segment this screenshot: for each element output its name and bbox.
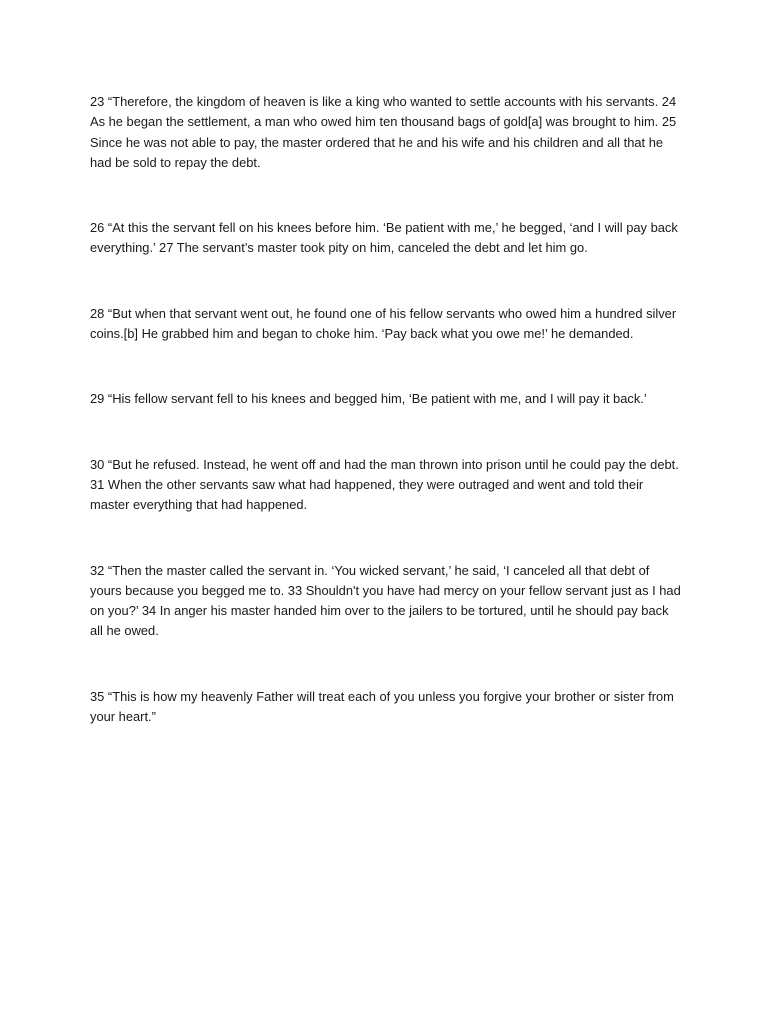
document-body	[90, 92, 682, 772]
paragraph-verses-32-34: 32 “Then the master called the servant in. ‘You wicked servant,’ he said, ‘I canceled all that debt of yours because you begged me to. 33 Shouldn't you have had mercy on your fellow servant just as I had on you?’ 34 In anger his master handed him over to the jailers to be tortured, until he should pay back all he owed.	[90, 562, 681, 639]
paragraph-verses-23-25: 23 “Therefore, the kingdom of heaven is like a king who wanted to settle accounts with his servants. 24 As he began the settlement, a man who owed him ten thousand bags of gold[a] was brought to him. 25 Since he was not able to pay, the master ordered that he and his wife and his children and all that he had be sold to repay the debt.	[90, 94, 677, 170]
paragraph-verse-28: 28 “But when that servant went out, he found one of his fellow servants who owed him a hundred silver coins.[b] He grabbed him and began to choke him. ‘Pay back what you owe me!’ he demanded.	[90, 305, 677, 342]
paragraph-verses-26-27: 26 “At this the servant fell on his knees before him. ‘Be patient with me,’ he begged, ‘and I will pay back everything.’ 27 The servant’s master took pity on him, canceled the debt and let him go.	[90, 220, 678, 256]
paragraph-verses-30-31: 30 “But he refused. Instead, he went off and had the man thrown into prison until he could pay the debt. 31 When the other servants saw what had happened, they were outraged and went and told their master everything that had happened.	[90, 456, 679, 513]
paragraph-verse-35: 35 “This is how my heavenly Father will treat each of you unless you forgive your brother or sister from your heart.”	[90, 688, 674, 725]
paragraph-verse-29: 29 “His fellow servant fell to his knees and begged him, ‘Be patient with me, and I will pay it back.’	[90, 391, 647, 407]
